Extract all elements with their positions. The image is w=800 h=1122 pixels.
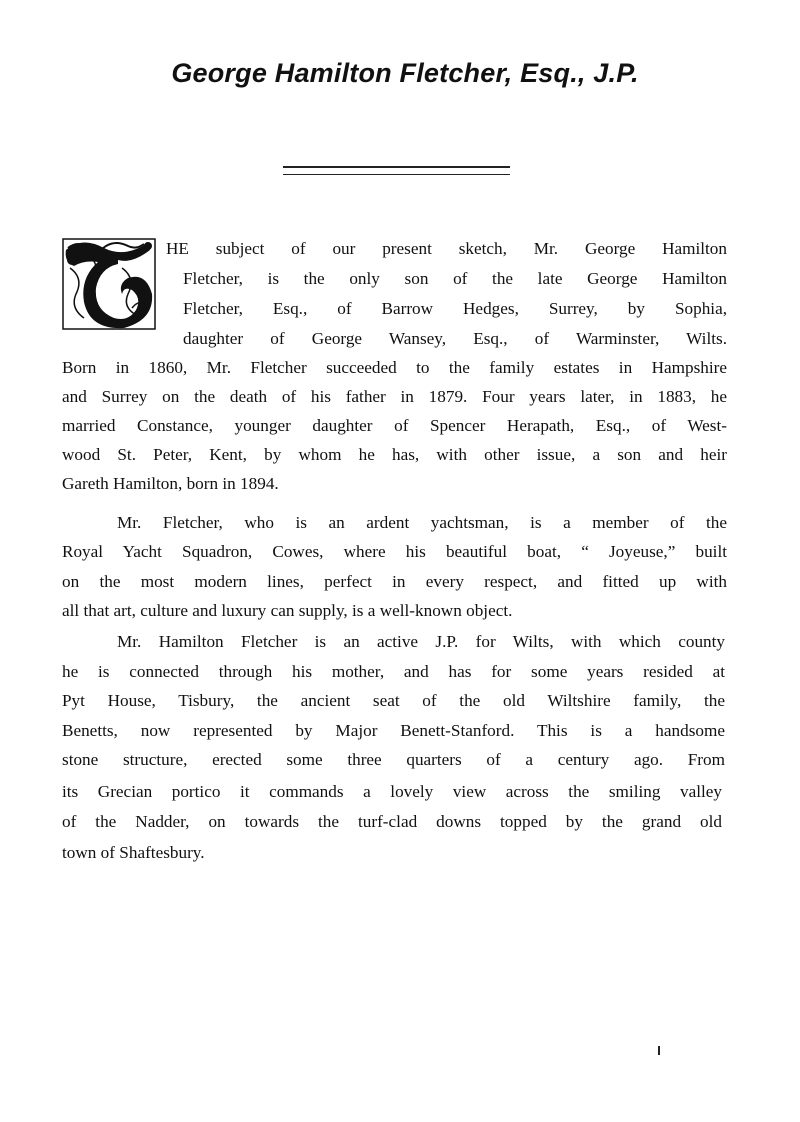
text-line: on the most modern lines, perfect in every respect, and fitted up with bbox=[62, 572, 727, 591]
text-line: of the Nadder, on towards the turf-clad downs topped by the grand old bbox=[62, 812, 722, 831]
ornamental-initial-icon bbox=[62, 238, 156, 330]
page-title: George Hamilton Fletcher, Esq., J.P. bbox=[171, 58, 639, 88]
text-line: Fletcher, is the only son of the late George Hamilton bbox=[183, 269, 727, 288]
text-line: Mr. Fletcher, who is an ardent yachtsman, is a member of the bbox=[117, 513, 727, 532]
text-line: Gareth Hamilton, born in 1894. bbox=[62, 474, 279, 493]
text-line: Born in 1860, Mr. Fletcher succeeded to the family estates in Hampshire bbox=[62, 358, 727, 377]
text-line: town of Shaftesbury. bbox=[62, 843, 205, 862]
text-line: wood St. Peter, Kent, by whom he has, with other issue, a son and heir bbox=[62, 445, 727, 464]
text-line: Benetts, now represented by Major Benett-Stanford. This is a handsome bbox=[62, 721, 725, 740]
text-line: daughter of George Wansey, Esq., of Warminster, Wilts. bbox=[183, 329, 727, 348]
text-line: Mr. Hamilton Fletcher is an active J.P. for Wilts, with which county bbox=[117, 632, 725, 651]
text-line: and Surrey on the death of his father in 1879. Four years later, in 1883, he bbox=[62, 387, 727, 406]
text-line: stone structure, erected some three quarters of a century ago. From bbox=[62, 750, 725, 769]
text-line: married Constance, younger daughter of Spencer Herapath, Esq., of West- bbox=[62, 416, 727, 435]
text-line: all that art, culture and luxury can supply, is a well-known object. bbox=[62, 601, 513, 620]
text-line: Royal Yacht Squadron, Cowes, where his beautiful boat, “ Joyeuse,” built bbox=[62, 542, 727, 561]
text-line: Pyt House, Tisbury, the ancient seat of the old Wiltshire family, the bbox=[62, 691, 725, 710]
text-line: its Grecian portico it commands a lovely view across the smiling valley bbox=[62, 782, 722, 801]
text-line: Fletcher, Esq., of Barrow Hedges, Surrey, by Sophia, bbox=[183, 299, 727, 318]
text-line: he is connected through his mother, and has for some years resided at bbox=[62, 662, 725, 681]
drop-cap-t bbox=[62, 238, 156, 330]
title-divider bbox=[283, 166, 510, 175]
page-mark bbox=[658, 1046, 660, 1055]
text-line: HE subject of our present sketch, Mr. George Hamilton bbox=[166, 239, 727, 258]
